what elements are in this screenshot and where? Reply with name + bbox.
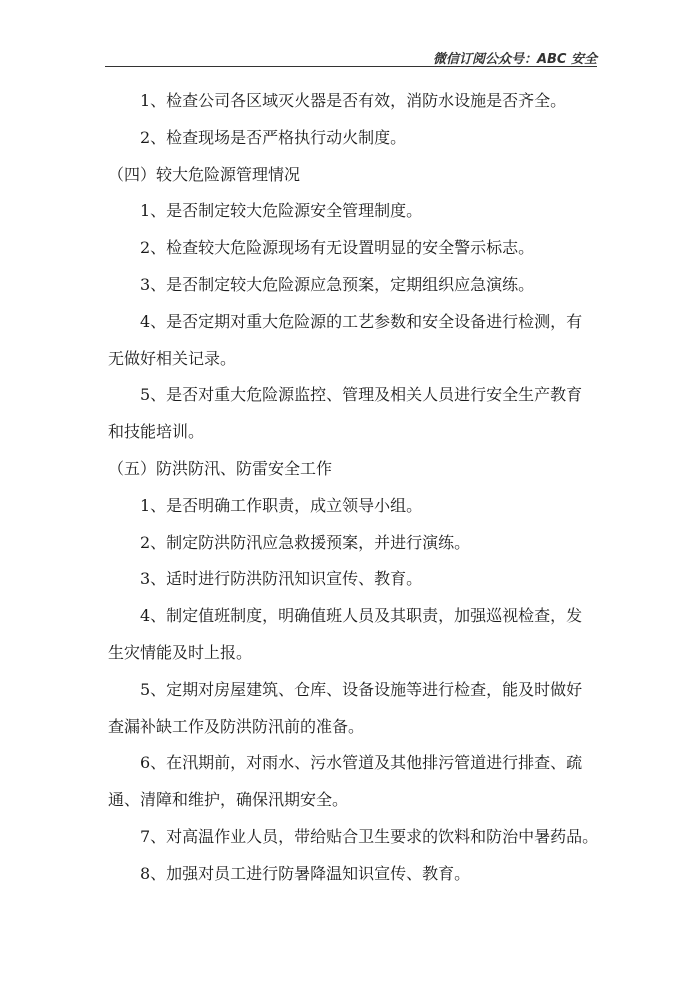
text-line: 5、是否对重大危险源监控、管理及相关人员进行安全生产教育 — [140, 385, 583, 405]
text-line: 2、检查较大危险源现场有无设置明显的安全警示标志。 — [140, 238, 535, 258]
page-header — [105, 46, 597, 67]
text-line: 6、在汛期前，对雨水、污水管道及其他排污管道进行排查、疏 — [140, 753, 583, 773]
text-line: 3、适时进行防洪防汛知识宣传、教育。 — [140, 569, 423, 589]
text-line: 2、检查现场是否严格执行动火制度。 — [140, 127, 407, 147]
text-line: 和技能培训。 — [108, 422, 205, 442]
header-text: 微信订阅公众号：ABC 安全 — [432, 52, 597, 67]
text-line: 5、定期对房屋建筑、仓库、设备设施等进行检查，能及时做好 — [140, 679, 583, 699]
document-body — [108, 90, 600, 900]
text-line: 4、是否定期对重大危险源的工艺参数和安全设备进行检测，有 — [140, 311, 583, 331]
text-line: 7、对高温作业人员，带给贴合卫生要求的饮料和防治中暑药品。 — [140, 826, 599, 846]
text-line: 生灾情能及时上报。 — [108, 642, 253, 662]
text-line: 2、制定防洪防汛应急救援预案，并进行演练。 — [140, 532, 471, 552]
text-line: 查漏补缺工作及防洪防汛前的准备。 — [108, 716, 365, 736]
text-line: 通、清障和维护，确保汛期安全。 — [108, 790, 349, 810]
text-line: 1、检查公司各区域灭火器是否有效，消防水设施是否齐全。 — [140, 91, 567, 110]
text-line: （五）防洪防汛、防雷安全工作 — [108, 458, 333, 478]
text-line: 8、加强对员工进行防暑降温知识宣传、教育。 — [140, 863, 471, 883]
text-line: 4、制定值班制度，明确值班人员及其职责，加强巡视检查，发 — [140, 606, 583, 626]
text-line: 无做好相关记录。 — [108, 348, 237, 368]
text-line: （四）较大危险源管理情况 — [108, 164, 301, 184]
text-line: 1、是否制定较大危险源安全管理制度。 — [140, 201, 423, 221]
text-line: 1、是否明确工作职责，成立领导小组。 — [140, 495, 423, 515]
text-line: 3、是否制定较大危险源应急预案，定期组织应急演练。 — [140, 274, 535, 294]
